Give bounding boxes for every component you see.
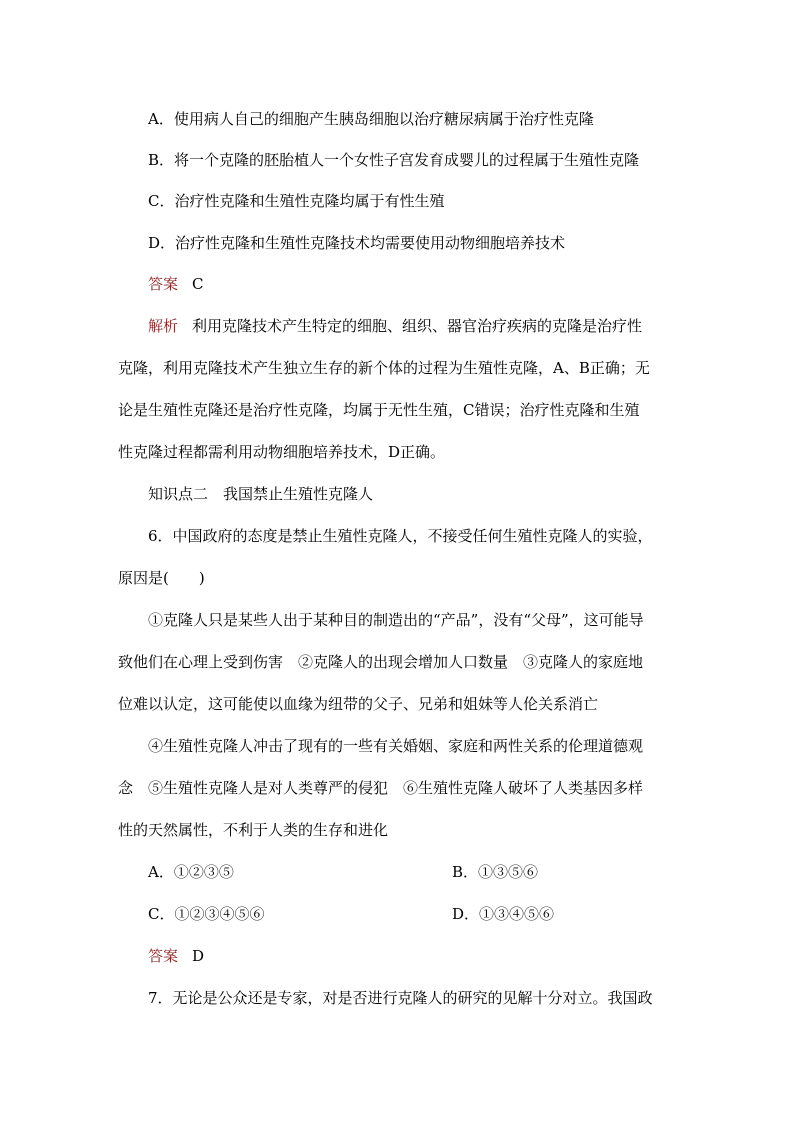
answer-label: 答案 (148, 947, 179, 965)
analysis-label: 解析 (148, 317, 179, 335)
q6-statement-line-2: 致他们在心理上受到伤害 ②克隆人的出现会增加人口数量 ③克隆人的家庭地 (118, 653, 644, 671)
answer-label: 答案 (148, 275, 179, 293)
q5-analysis-line-4: 性克隆过程都需利用动物细胞培养技术，D正确。 (118, 443, 446, 461)
q6-option-c: C．①②③④⑤⑥ (148, 905, 265, 923)
q5-answer (148, 273, 204, 295)
answer-value: C (192, 275, 204, 293)
q6-statement-line-5: 念 ⑤生殖性克隆人是对人类尊严的侵犯 ⑥生殖性克隆人破坏了人类基因多样 (118, 779, 644, 797)
q5-analysis-line-2: 克隆，利用克隆技术产生独立生存的新个体的过程为生殖性克隆，A、B正确；无 (118, 359, 650, 377)
section-title: 知识点二 我国禁止生殖性克隆人 (148, 485, 374, 503)
q5-option-c: C．治疗性克隆和生殖性克隆均属于有性生殖 (148, 192, 445, 210)
q5-analysis-line-1 (148, 315, 642, 337)
q6-statement-line-6: 性的天然属性，不利于人类的生存和进化 (118, 821, 389, 839)
answer-value: D (192, 947, 205, 965)
q5-option-b: B．将一个克隆的胚胎植人一个女性子宫发育成婴儿的过程属于生殖性克隆 (148, 151, 640, 169)
q6-option-d: D．①③④⑤⑥ (452, 905, 555, 923)
q5-analysis-line-3: 论是生殖性克隆还是治疗性克隆，均属于无性生殖，C错误；治疗性克隆和生殖 (118, 401, 640, 419)
analysis-text: 利用克隆技术产生特定的细胞、组织、器官治疗疾病的克隆是治疗性 (192, 317, 643, 335)
q6-statement-line-3: 位难以认定，这可能使以血缘为纽带的父子、兄弟和姐妹等人伦关系消亡 (118, 695, 599, 713)
q6-answer (148, 945, 204, 967)
q6-statement-line-4: ④生殖性克隆人冲击了现有的一些有关婚姻、家庭和两性关系的伦理道德观 (148, 737, 644, 755)
q6-option-b: B．①③⑤⑥ (452, 863, 539, 881)
q6-option-a: A．①②③⑤ (148, 863, 234, 881)
q5-option-d: D．治疗性克隆和生殖性克隆技术均需要使用动物细胞培养技术 (148, 234, 566, 252)
q6-stem-line-1: 6．中国政府的态度是禁止生殖性克隆人，不接受任何生殖性克隆人的实验， (148, 527, 653, 545)
q6-statement-line-1: ①克隆人只是某些人出于某种目的制造出的“产品”，没有“父母”，这可能导 (148, 611, 644, 629)
q6-stem-line-2: 原因是( ) (118, 569, 205, 587)
q5-option-a: A．使用病人自己的细胞产生胰岛细胞以治疗糖尿病属于治疗性克隆 (148, 110, 594, 128)
q7-stem-line-1: 7．无论是公众还是专家，对是否进行克隆人的研究的见解十分对立。我国政 (148, 989, 653, 1007)
